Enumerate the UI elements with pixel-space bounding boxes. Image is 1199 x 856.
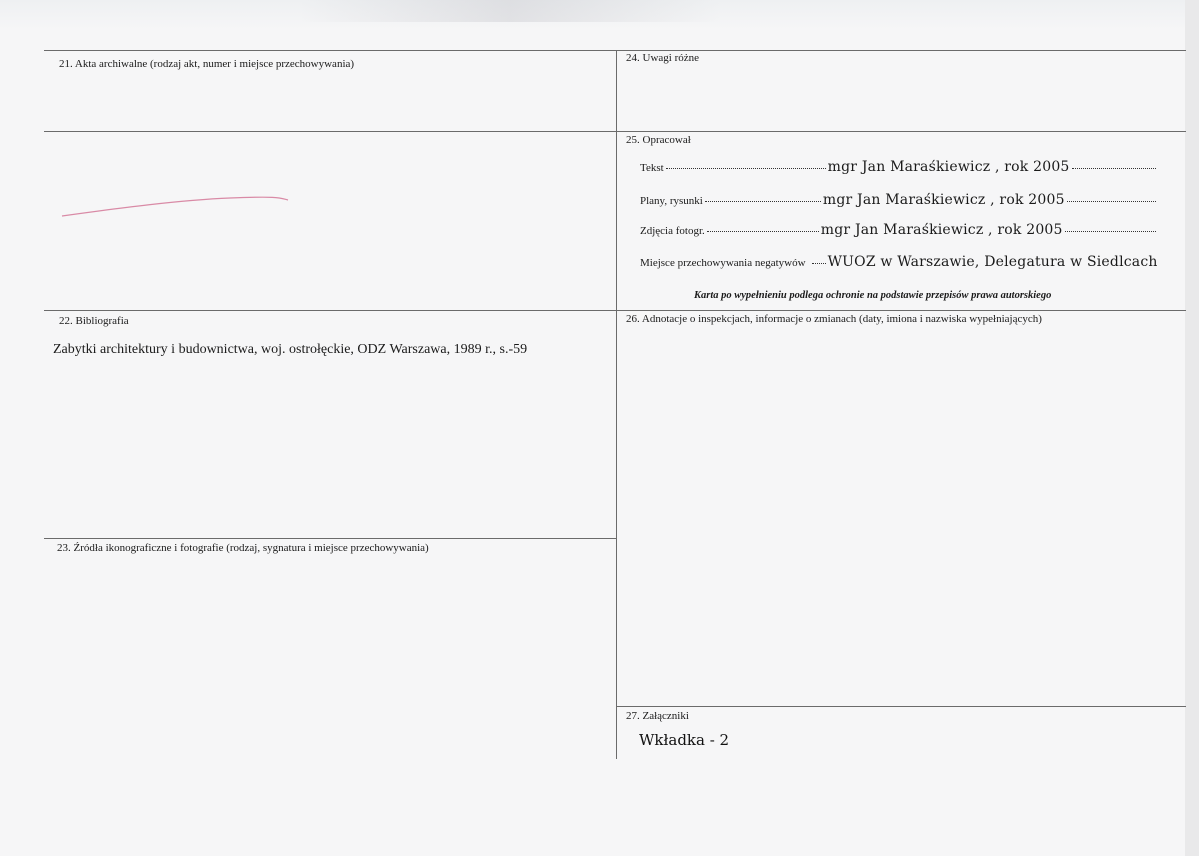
section-22-label: 22. Bibliografia bbox=[59, 315, 129, 327]
row-plany-label: Plany, rysunki bbox=[640, 195, 703, 207]
rule-24-25 bbox=[617, 131, 1186, 132]
center-divider bbox=[616, 50, 617, 759]
section-23-label: 23. Źródła ikonograficzne i fotografie (rodzaj, sygnatura i miejsce przechowywania) bbox=[57, 542, 429, 554]
dotted-leader bbox=[1067, 200, 1156, 202]
row-tekst-value: mgr Jan Maraśkiewicz , rok 2005 bbox=[827, 159, 1070, 175]
row-negatywy-label: Miejsce przechowywania negatywów bbox=[640, 257, 806, 269]
top-rule bbox=[44, 50, 1186, 51]
row-negatywy-value: WUOZ w Warszawie, Delegatura w Siedlcach bbox=[827, 254, 1158, 270]
dotted-leader bbox=[705, 200, 821, 202]
row-plany bbox=[640, 192, 1158, 208]
attachments-entry: Wkładka - 2 bbox=[639, 731, 730, 749]
row-zdjecia-label: Zdjęcia fotogr. bbox=[640, 225, 705, 237]
row-negatywy bbox=[640, 254, 1158, 270]
rule-21-22 bbox=[44, 310, 1186, 311]
paper-edge bbox=[1185, 0, 1199, 856]
section-24-label: 24. Uwagi różne bbox=[626, 52, 700, 64]
dotted-leader bbox=[1065, 230, 1156, 232]
section-26-label: 26. Adnotacje o inspekcjach, informacje o zmianach (daty, imiona i nazwiska wypełniających) bbox=[626, 313, 1042, 325]
row-plany-value: mgr Jan Maraśkiewicz , rok 2005 bbox=[822, 192, 1065, 208]
dotted-leader bbox=[707, 230, 819, 232]
scan-shadow bbox=[300, 0, 720, 22]
bibliography-entry: Zabytki architektury i budownictwa, woj. ostrołęckie, ODZ Warszawa, 1989 r., s.-59 bbox=[53, 342, 528, 357]
row-zdjecia bbox=[640, 222, 1158, 238]
section-21-label: 21. Akta archiwalne (rodzaj akt, numer i miejsce przechowywania) bbox=[59, 58, 355, 70]
rule-21-inner bbox=[44, 131, 616, 132]
dotted-leader bbox=[666, 167, 826, 169]
dotted-leader bbox=[1072, 167, 1156, 169]
rule-22-23 bbox=[44, 538, 616, 539]
row-tekst bbox=[640, 159, 1158, 175]
section-25-label: 25. Opracował bbox=[626, 134, 691, 146]
section-27-label: 27. Załączniki bbox=[626, 710, 689, 722]
copyright-note: Karta po wypełnieniu podlega ochronie na podstawie przepisów prawa autorskiego bbox=[694, 290, 1052, 301]
row-tekst-label: Tekst bbox=[640, 162, 664, 174]
pen-stroke bbox=[60, 190, 290, 220]
rule-26-27 bbox=[617, 706, 1186, 707]
row-zdjecia-value: mgr Jan Maraśkiewicz , rok 2005 bbox=[820, 222, 1063, 238]
dotted-leader bbox=[812, 262, 826, 264]
